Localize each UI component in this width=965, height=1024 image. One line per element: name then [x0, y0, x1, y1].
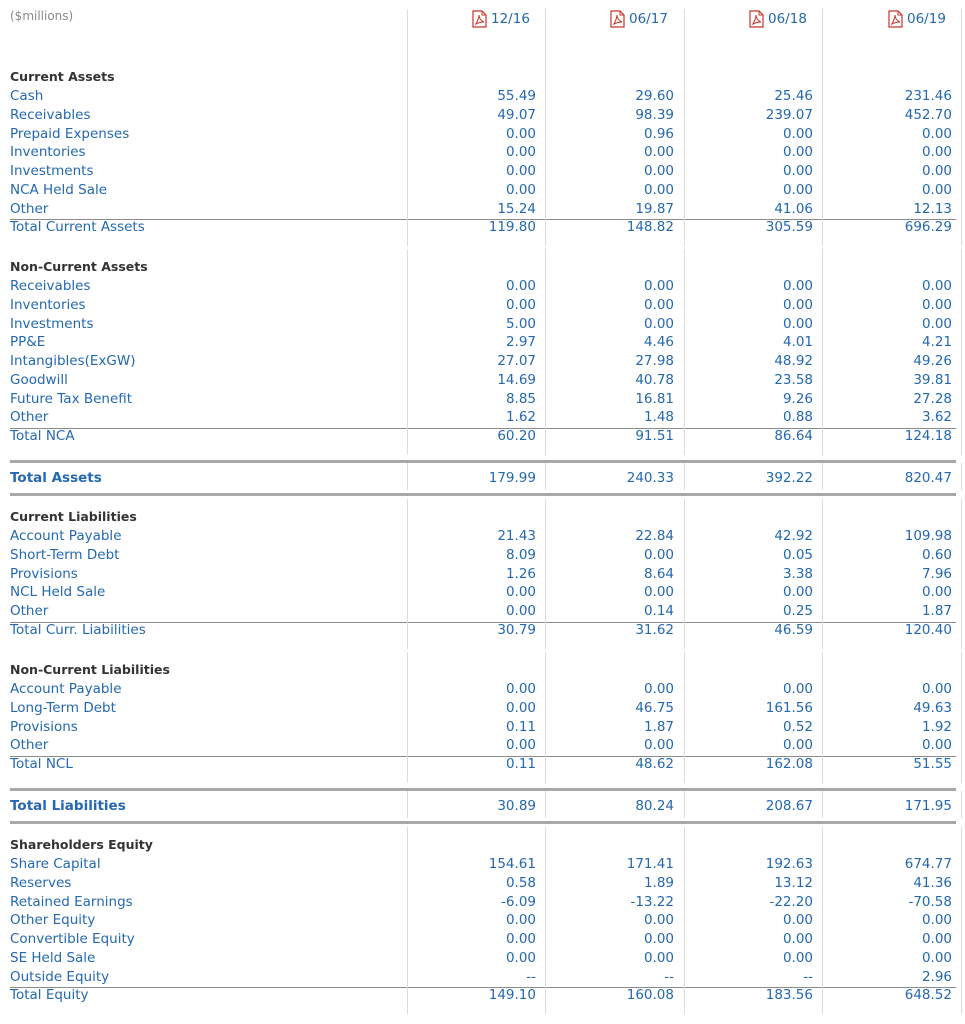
value-cell: 48.62	[635, 756, 674, 772]
column-divider	[961, 9, 962, 59]
value-cell: 171.95	[904, 798, 952, 814]
value-cell: 86.64	[774, 428, 813, 444]
value-cell: 0.00	[505, 278, 536, 294]
value-cell: 9.26	[782, 390, 813, 407]
value-cell: 392.22	[765, 470, 813, 486]
value-cell: 119.80	[488, 219, 536, 236]
column-divider	[545, 249, 546, 455]
column-divider	[822, 59, 823, 246]
value-cell: 0.00	[921, 584, 952, 601]
value-cell: 0.00	[643, 315, 674, 332]
row-label-link[interactable]: Intangibles(ExGW)	[10, 353, 136, 369]
column-divider	[684, 9, 685, 59]
value-cell: 5.00	[505, 315, 536, 332]
value-cell: --	[664, 968, 674, 985]
section-title: Shareholders Equity	[10, 837, 153, 852]
value-cell: 120.40	[904, 621, 952, 638]
column-divider	[407, 59, 408, 246]
value-cell: 0.00	[505, 144, 536, 161]
column-header-06-17[interactable]	[610, 9, 668, 29]
value-cell: 0.25	[782, 603, 813, 619]
value-cell: 452.70	[904, 106, 952, 123]
row-label-link[interactable]: Other	[10, 200, 49, 217]
column-divider	[822, 791, 823, 818]
value-cell: 148.82	[626, 219, 674, 236]
column-header-label[interactable]: 12/16	[491, 11, 530, 27]
value-cell: 0.00	[921, 144, 952, 161]
value-cell: 0.52	[782, 718, 813, 735]
column-header-label[interactable]: 06/18	[768, 11, 807, 27]
row-label-link[interactable]: Account Payable	[10, 681, 122, 697]
value-cell: 239.07	[765, 106, 813, 123]
value-cell: 29.60	[635, 88, 674, 104]
column-divider	[545, 652, 546, 783]
value-cell: 0.00	[921, 315, 952, 332]
value-cell: 0.00	[921, 931, 952, 947]
value-cell: 162.08	[765, 756, 813, 772]
value-cell: 22.84	[635, 528, 674, 544]
value-cell: 0.00	[505, 125, 536, 142]
grand-total-label: Total Liabilities	[10, 798, 126, 814]
row-label-link[interactable]: NCL Held Sale	[10, 584, 106, 601]
value-cell: 696.29	[904, 219, 952, 236]
value-cell: 0.00	[782, 163, 813, 179]
value-cell: 1.62	[505, 409, 536, 426]
value-cell: 231.46	[904, 88, 952, 104]
column-header-label[interactable]: 06/19	[907, 11, 946, 27]
row-label-link[interactable]: Future Tax Benefit	[10, 390, 133, 407]
value-cell: 674.77	[904, 856, 952, 872]
total-row-label[interactable]: Total Equity	[10, 987, 89, 1004]
column-divider	[684, 499, 685, 649]
divider-thick	[10, 788, 956, 791]
column-divider	[684, 791, 685, 818]
value-cell: 2.96	[921, 968, 952, 985]
column-divider	[545, 463, 546, 490]
column-divider	[822, 827, 823, 1014]
divider-thick	[10, 493, 956, 496]
row-label-link[interactable]: SE Held Sale	[10, 949, 96, 966]
section-title: Non-Current Assets	[10, 259, 148, 274]
value-cell: 0.00	[921, 912, 952, 929]
value-cell: 0.00	[643, 737, 674, 754]
row-label-link[interactable]: Investments	[10, 315, 94, 332]
value-cell: 42.92	[774, 528, 813, 544]
value-cell: 0.00	[921, 296, 952, 313]
value-cell: 0.05	[782, 546, 813, 563]
column-divider	[961, 652, 962, 783]
divider-thick	[10, 821, 956, 824]
value-cell: 0.00	[643, 278, 674, 294]
pdf-icon[interactable]	[749, 10, 764, 28]
value-cell: 0.88	[782, 409, 813, 426]
row-label-link[interactable]: Other	[10, 409, 49, 426]
value-cell: 0.00	[505, 296, 536, 313]
row-label-link[interactable]: Other Equity	[10, 912, 96, 929]
value-cell: 1.89	[643, 874, 674, 891]
value-cell: 192.63	[765, 856, 813, 872]
total-row-label[interactable]: Total Current Assets	[10, 219, 145, 236]
value-cell: 0.00	[505, 737, 536, 754]
row-label-link[interactable]: Retained Earnings	[10, 893, 133, 910]
value-cell: 0.58	[505, 874, 536, 891]
value-cell: 4.46	[643, 334, 674, 351]
row-label-link[interactable]: Inventories	[10, 144, 86, 161]
value-cell: 23.58	[774, 371, 813, 388]
value-cell: 0.00	[643, 546, 674, 563]
column-divider	[545, 499, 546, 649]
value-cell: 183.56	[765, 987, 813, 1004]
total-row-label[interactable]: Total Curr. Liabilities	[10, 621, 146, 638]
value-cell: 4.01	[782, 334, 813, 351]
value-cell: 80.24	[635, 798, 674, 814]
column-divider	[822, 9, 823, 59]
column-divider	[545, 59, 546, 246]
value-cell: --	[803, 968, 813, 985]
value-cell: 48.92	[774, 353, 813, 369]
value-cell: 124.18	[904, 428, 952, 444]
column-divider	[961, 59, 962, 246]
value-cell: 0.00	[505, 603, 536, 619]
value-cell: 2.97	[505, 334, 536, 351]
value-cell: 19.87	[635, 200, 674, 217]
value-cell: 0.00	[643, 931, 674, 947]
column-divider	[822, 249, 823, 455]
column-divider	[822, 499, 823, 649]
row-label-link[interactable]: Share Capital	[10, 856, 101, 872]
row-label-link[interactable]: Account Payable	[10, 528, 122, 544]
value-cell: 0.00	[782, 125, 813, 142]
value-cell: 149.10	[488, 987, 536, 1004]
value-cell: 0.11	[505, 718, 536, 735]
column-divider	[545, 827, 546, 1014]
value-cell: -70.58	[908, 893, 952, 910]
value-cell: 13.12	[774, 874, 813, 891]
value-cell: 0.00	[505, 912, 536, 929]
value-cell: 0.00	[643, 296, 674, 313]
value-cell: 0.00	[505, 681, 536, 697]
value-cell: 46.59	[774, 621, 813, 638]
value-cell: 27.28	[913, 390, 952, 407]
value-cell: 51.55	[913, 756, 952, 772]
value-cell: 27.98	[635, 353, 674, 369]
value-cell: 39.81	[913, 371, 952, 388]
value-cell: 49.07	[497, 106, 536, 123]
value-cell: 12.13	[913, 200, 952, 217]
value-cell: 0.00	[782, 144, 813, 161]
value-cell: 0.00	[921, 737, 952, 754]
value-cell: 0.00	[643, 912, 674, 929]
value-cell: 0.14	[643, 603, 674, 619]
column-divider	[407, 463, 408, 490]
column-divider	[684, 827, 685, 1014]
value-cell: 0.00	[782, 912, 813, 929]
value-cell: 0.00	[643, 144, 674, 161]
column-divider	[684, 652, 685, 783]
value-cell: 171.41	[626, 856, 674, 872]
row-label-link[interactable]: Other	[10, 737, 49, 754]
value-cell: 46.75	[635, 699, 674, 716]
value-cell: 161.56	[765, 699, 813, 716]
row-label-link[interactable]: Provisions	[10, 565, 78, 582]
value-cell: 49.26	[913, 353, 952, 369]
column-divider	[545, 9, 546, 59]
value-cell: 30.89	[497, 798, 536, 814]
value-cell: 30.79	[497, 621, 536, 638]
column-divider	[822, 652, 823, 783]
value-cell: 49.63	[913, 699, 952, 716]
value-cell: 4.21	[921, 334, 952, 351]
value-cell: 0.00	[782, 931, 813, 947]
value-cell: 208.67	[765, 798, 813, 814]
value-cell: 648.52	[904, 987, 952, 1004]
section-title: Non-Current Liabilities	[10, 662, 170, 677]
column-divider	[684, 249, 685, 455]
pdf-icon[interactable]	[610, 10, 625, 28]
value-cell: 0.00	[921, 949, 952, 966]
column-divider	[407, 827, 408, 1014]
row-label-link[interactable]: Goodwill	[10, 371, 68, 388]
value-cell: 27.07	[497, 353, 536, 369]
value-cell: 0.60	[921, 546, 952, 563]
value-cell: 41.36	[913, 874, 952, 891]
value-cell: 0.00	[505, 584, 536, 601]
column-divider	[407, 249, 408, 455]
value-cell: 0.00	[643, 163, 674, 179]
column-header-06-19[interactable]	[888, 9, 946, 29]
column-header-label[interactable]: 06/17	[629, 11, 668, 27]
row-label-link[interactable]: Receivables	[10, 278, 91, 294]
value-cell: 0.00	[505, 181, 536, 198]
value-cell: 0.96	[643, 125, 674, 142]
pdf-icon[interactable]	[888, 10, 903, 28]
value-cell: 0.00	[782, 681, 813, 697]
column-divider	[407, 9, 408, 59]
value-cell: 820.47	[904, 470, 952, 486]
value-cell: 8.64	[643, 565, 674, 582]
value-cell: 0.00	[643, 949, 674, 966]
value-cell: 8.09	[505, 546, 536, 563]
value-cell: 179.99	[488, 470, 536, 486]
value-cell: 0.11	[505, 756, 536, 772]
value-cell: 41.06	[774, 200, 813, 217]
value-cell: 0.00	[643, 681, 674, 697]
column-divider	[407, 652, 408, 783]
value-cell: 0.00	[921, 681, 952, 697]
column-divider	[961, 827, 962, 1014]
column-divider	[407, 791, 408, 818]
section-title: Current Assets	[10, 69, 115, 84]
row-label-link[interactable]: Reserves	[10, 874, 72, 891]
value-cell: 3.38	[782, 565, 813, 582]
value-cell: 0.00	[505, 931, 536, 947]
value-cell: 31.62	[635, 621, 674, 638]
value-cell: 1.87	[643, 718, 674, 735]
pdf-icon[interactable]	[472, 10, 487, 28]
row-label-link[interactable]: Other	[10, 603, 49, 619]
row-label-link[interactable]: Investments	[10, 163, 94, 179]
row-label-link[interactable]: Inventories	[10, 296, 86, 313]
column-divider	[961, 249, 962, 455]
value-cell: 60.20	[497, 428, 536, 444]
column-divider	[961, 499, 962, 649]
value-cell: 0.00	[505, 699, 536, 716]
value-cell: 0.00	[505, 163, 536, 179]
value-cell: 15.24	[497, 200, 536, 217]
value-cell: 0.00	[643, 181, 674, 198]
value-cell: 91.51	[635, 428, 674, 444]
total-row-label[interactable]: Total NCL	[10, 756, 73, 772]
value-cell: 0.00	[782, 737, 813, 754]
column-header-12-16[interactable]	[472, 9, 530, 29]
value-cell: 0.00	[921, 125, 952, 142]
value-cell: 240.33	[626, 470, 674, 486]
column-divider	[822, 463, 823, 490]
row-label-link[interactable]: Convertible Equity	[10, 931, 135, 947]
value-cell: -6.09	[501, 893, 536, 910]
value-cell: 0.00	[782, 949, 813, 966]
column-divider	[961, 791, 962, 818]
value-cell: -13.22	[630, 893, 674, 910]
column-header-06-18[interactable]	[749, 9, 807, 29]
value-cell: 14.69	[497, 371, 536, 388]
value-cell: 0.00	[782, 278, 813, 294]
value-cell: 0.00	[782, 296, 813, 313]
column-divider	[684, 59, 685, 246]
value-cell: -22.20	[769, 893, 813, 910]
value-cell: 0.00	[782, 315, 813, 332]
value-cell: 1.92	[921, 718, 952, 735]
value-cell: 0.00	[782, 181, 813, 198]
value-cell: 305.59	[765, 219, 813, 236]
value-cell: 16.81	[635, 390, 674, 407]
value-cell: 3.62	[921, 409, 952, 426]
value-cell: 25.46	[774, 88, 813, 104]
row-label-link[interactable]: Receivables	[10, 106, 91, 123]
value-cell: --	[526, 968, 536, 985]
row-label-link[interactable]: Provisions	[10, 718, 78, 735]
column-divider	[545, 791, 546, 818]
column-divider	[961, 463, 962, 490]
row-label-link[interactable]: Outside Equity	[10, 968, 110, 985]
value-cell: 154.61	[488, 856, 536, 872]
value-cell: 0.00	[921, 278, 952, 294]
value-cell: 0.00	[782, 584, 813, 601]
row-label-link[interactable]: Prepaid Expenses	[10, 125, 130, 142]
row-label-link[interactable]: PP&E	[10, 334, 46, 351]
value-cell: 7.96	[921, 565, 952, 582]
value-cell: 1.87	[921, 603, 952, 619]
value-cell: 0.00	[643, 584, 674, 601]
value-cell: 0.00	[505, 949, 536, 966]
column-divider	[407, 499, 408, 649]
total-row-label[interactable]: Total NCA	[10, 428, 75, 444]
divider-thick	[10, 460, 956, 463]
grand-total-label: Total Assets	[10, 470, 102, 486]
units-label: ($millions)	[10, 9, 74, 23]
row-label-link[interactable]: NCA Held Sale	[10, 181, 108, 198]
value-cell: 160.08	[626, 987, 674, 1004]
value-cell: 21.43	[497, 528, 536, 544]
value-cell: 109.98	[904, 528, 952, 544]
row-label-link[interactable]: Cash	[10, 88, 44, 104]
section-title: Current Liabilities	[10, 509, 137, 524]
value-cell: 1.48	[643, 409, 674, 426]
value-cell: 0.00	[921, 181, 952, 198]
value-cell: 55.49	[497, 88, 536, 104]
value-cell: 1.26	[505, 565, 536, 582]
column-divider	[684, 463, 685, 490]
value-cell: 98.39	[635, 106, 674, 123]
row-label-link[interactable]: Short-Term Debt	[10, 546, 120, 563]
value-cell: 8.85	[505, 390, 536, 407]
value-cell: 0.00	[921, 163, 952, 179]
row-label-link[interactable]: Long-Term Debt	[10, 699, 116, 716]
value-cell: 40.78	[635, 371, 674, 388]
